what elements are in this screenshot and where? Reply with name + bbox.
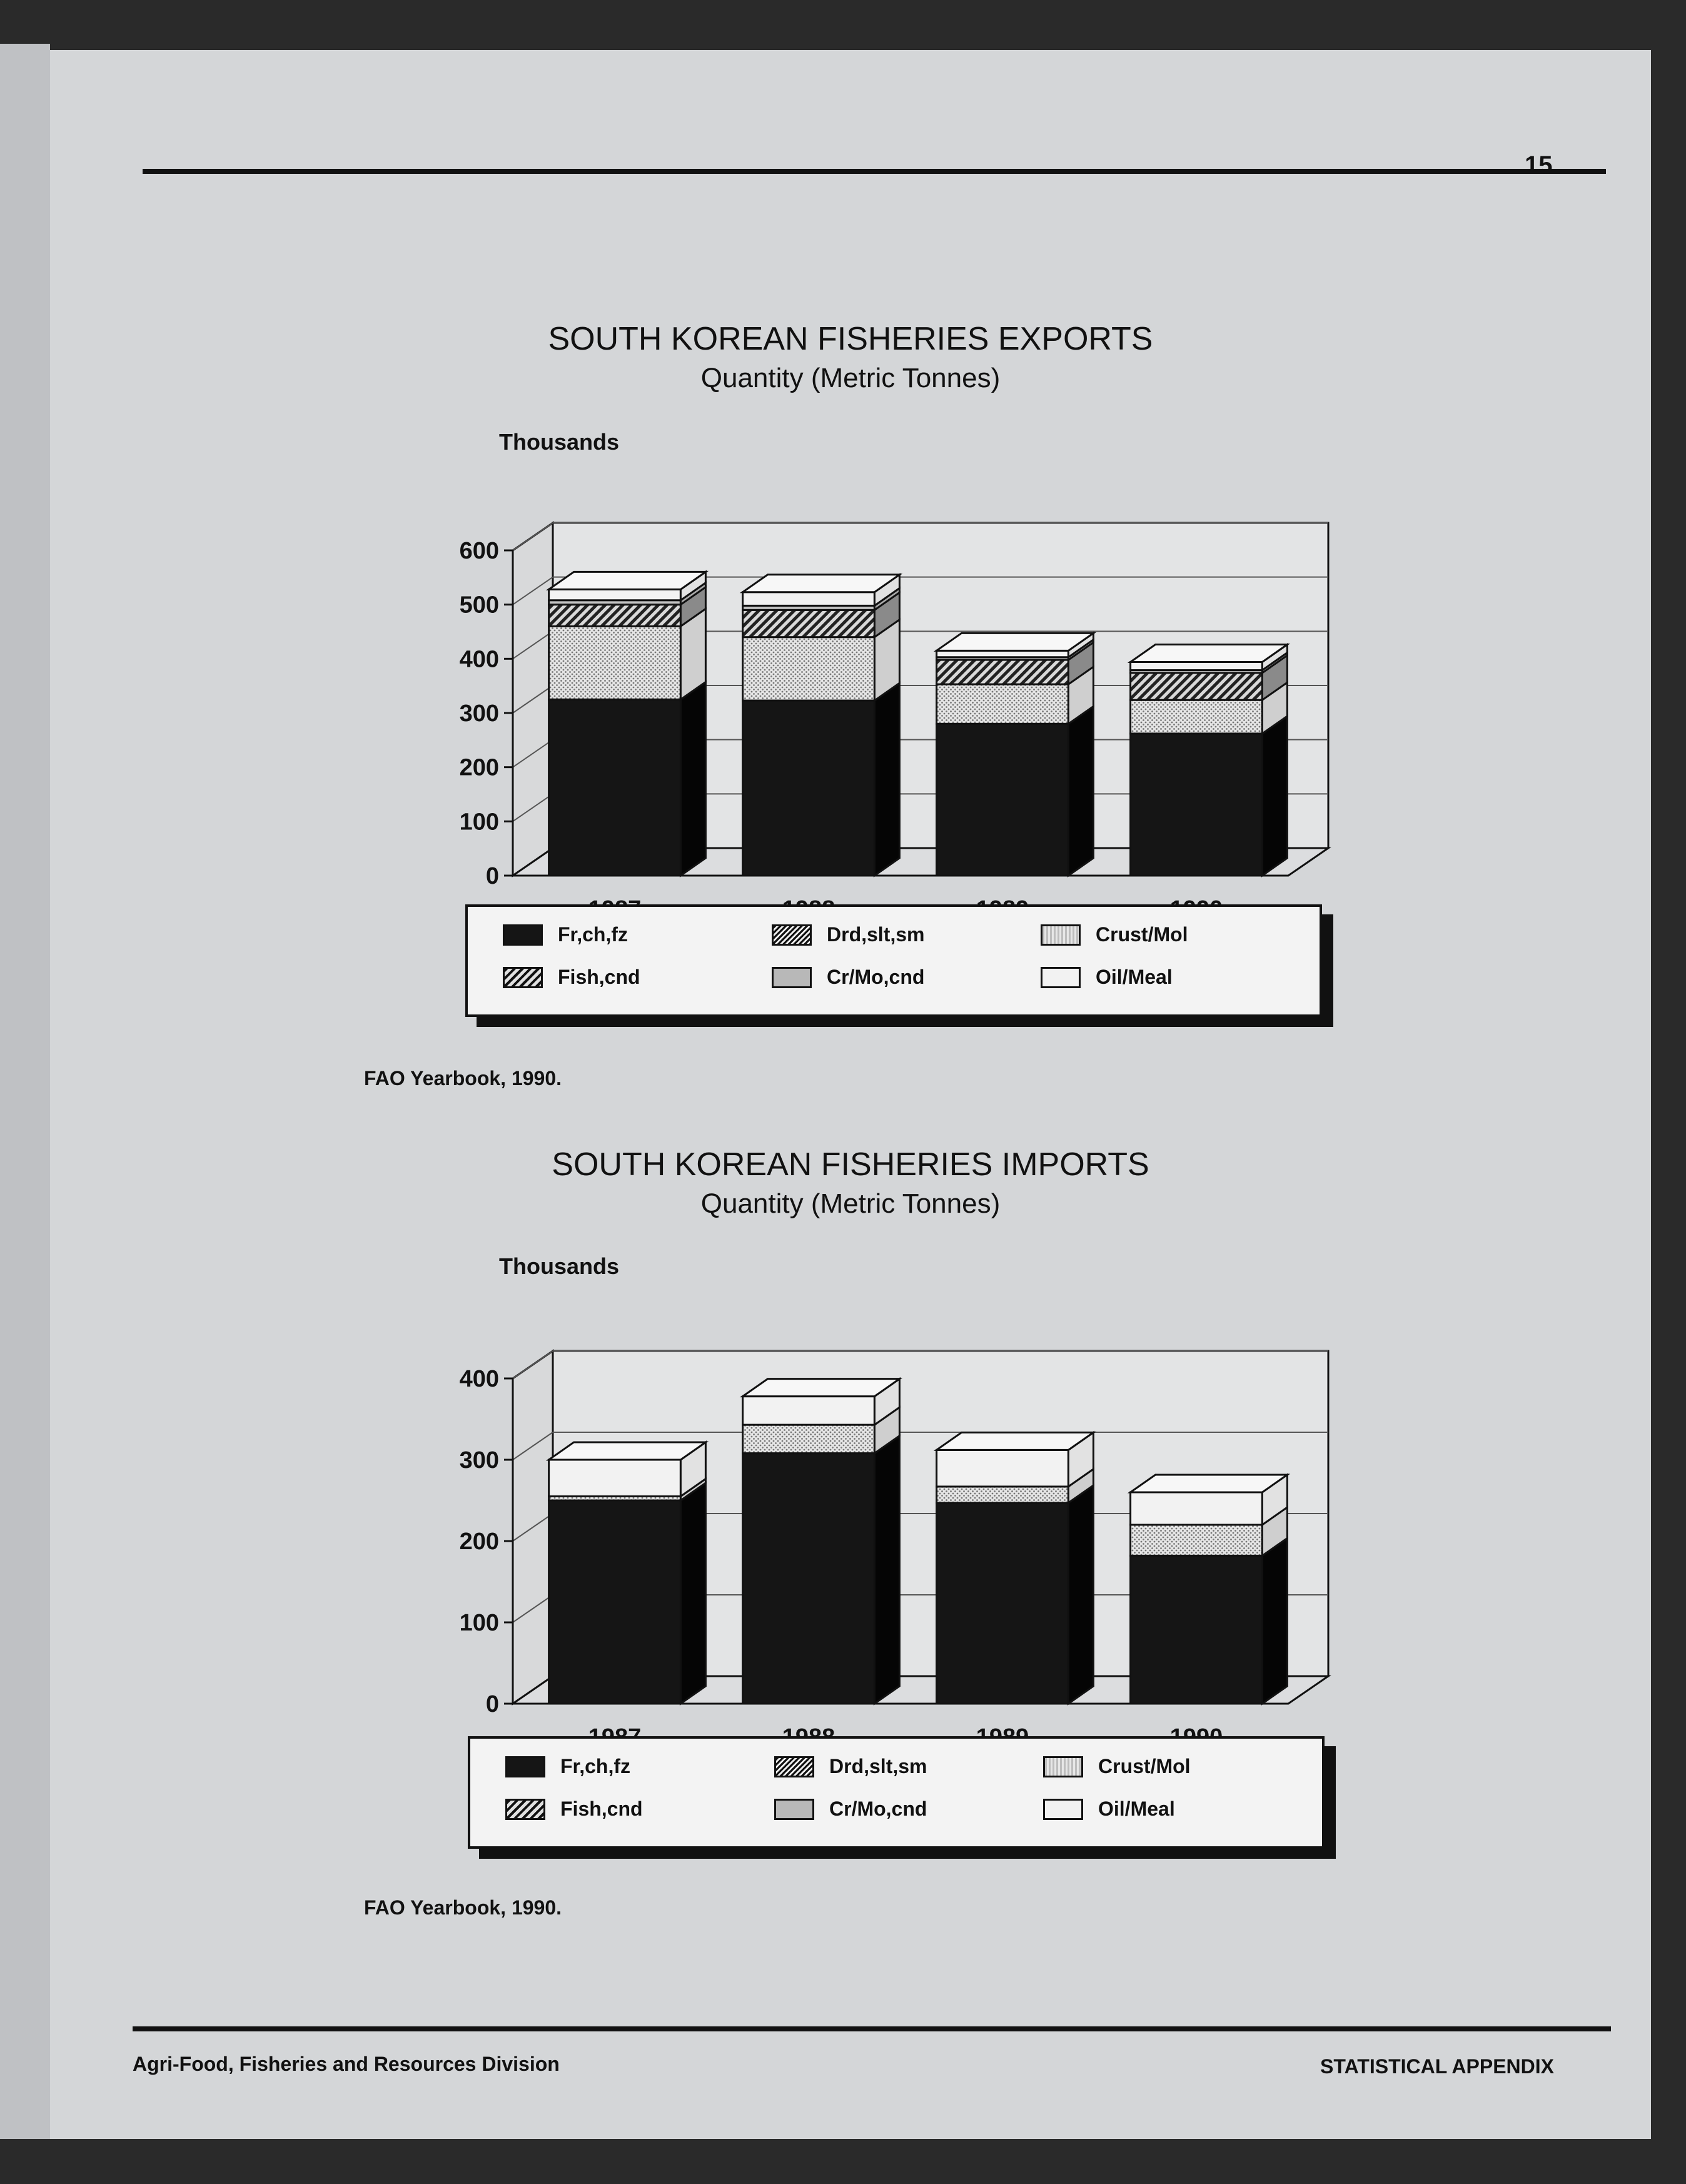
exports-legend [465,904,1322,1017]
bar-top-1990 [1131,1475,1288,1492]
bar-top-1988 [743,575,900,592]
imports-legend [468,1736,1325,1849]
swatch-fr-ch-fz [505,1756,545,1777]
legend-item-fish-cnd [505,1797,643,1821]
y-tick-label: 100 [459,809,499,836]
y-tick-label: 400 [459,1366,499,1392]
swatch-drd-slt-sm [774,1756,814,1777]
imports-chart-title: SOUTH KOREAN FISHERIES IMPORTS [552,1146,1149,1183]
bar-segment-fr-ch-fz-1987 [549,1483,706,1704]
exports-chart-title: SOUTH KOREAN FISHERIES EXPORTS [548,321,1153,357]
bar-top-1987 [549,572,706,589]
legend-label: Fr,ch,fz [558,923,628,946]
page-number: 15 [1525,151,1553,179]
legend-item-drd-slt-sm [774,1755,927,1778]
imports-chart-subtitle: Quantity (Metric Tonnes) [700,1188,1001,1219]
swatch-fish-cnd [503,967,543,988]
header-rule [143,169,1606,174]
bar-top-1990 [1131,645,1288,662]
swatch-oil-meal [1041,967,1081,988]
legend-item-cr-mo-cnd [772,966,924,989]
legend-item-fr-ch-fz [505,1755,630,1778]
bar-segment-fr-ch-fz-1990 [1131,716,1288,876]
legend-item-fish-cnd [503,966,640,989]
legend-item-cr-mo-cnd [774,1797,927,1821]
y-tick-label: 0 [485,1691,499,1717]
bar-top-1987 [549,1442,706,1460]
y-tick-label: 0 [485,863,499,889]
legend-label: Crust/Mol [1096,923,1188,946]
bar-segment-fr-ch-fz-1988 [743,683,900,876]
y-tick-label: 300 [459,700,499,727]
y-tick-label: 100 [459,1610,499,1636]
legend-label: Fish,cnd [558,966,640,988]
footer-section-name: STATISTICAL APPENDIX [1320,2055,1554,2078]
footer-rule [133,2026,1611,2031]
bar-segment-fr-ch-fz-1990 [1131,1538,1288,1704]
bar-segment-fr-ch-fz-1989 [937,706,1094,876]
legend-item-fr-ch-fz [503,923,628,946]
legend-item-crust-mol [1041,923,1188,946]
legend-label: Oil/Meal [1096,966,1173,988]
y-tick-label: 300 [459,1447,499,1474]
y-tick-label: 200 [459,754,499,781]
legend-label: Fr,ch,fz [560,1755,631,1777]
legend-label: Oil/Meal [1098,1797,1175,1820]
legend-label: Cr/Mo,cnd [827,966,925,988]
legend-label: Fish,cnd [560,1797,643,1820]
y-tick-label: 200 [459,1529,499,1555]
legend-item-drd-slt-sm [772,923,924,946]
y-tick-label: 600 [459,538,499,564]
footer-division-name: Agri-Food, Fisheries and Resources Division [133,2053,560,2075]
legend-item-oil-meal [1043,1797,1175,1821]
swatch-drd-slt-sm [772,924,812,946]
y-tick-label: 500 [459,592,499,619]
exports-chart [400,463,1426,938]
swatch-cr-mo-cnd [774,1799,814,1820]
legend-label: Drd,slt,sm [827,923,925,946]
swatch-fish-cnd [505,1799,545,1820]
imports-y-axis-label: Thousands [499,1253,620,1279]
swatch-cr-mo-cnd [772,967,812,988]
bar-segment-fr-ch-fz-1988 [743,1436,900,1704]
legend-item-crust-mol [1043,1755,1191,1778]
bar-segment-fr-ch-fz-1989 [937,1485,1094,1704]
bar-top-1988 [743,1379,900,1397]
legend-label: Cr/Mo,cnd [829,1797,927,1820]
bar-top-1989 [937,1432,1094,1450]
exports-y-axis-label: Thousands [499,429,620,455]
y-tick-label: 400 [459,646,499,673]
imports-source-note: FAO Yearbook, 1990. [364,1896,562,1919]
imports-chart [400,1291,1426,1766]
legend-item-oil-meal [1041,966,1173,989]
swatch-oil-meal [1043,1799,1083,1820]
book-spine [0,44,50,2139]
legend-label: Drd,slt,sm [829,1755,927,1777]
bar-top-1989 [937,633,1094,650]
swatch-crust-mol [1043,1756,1083,1777]
swatch-fr-ch-fz [503,924,543,946]
legend-label: Crust/Mol [1098,1755,1191,1777]
exports-chart-subtitle: Quantity (Metric Tonnes) [700,363,1001,393]
exports-source-note: FAO Yearbook, 1990. [364,1067,562,1089]
bar-segment-fr-ch-fz-1987 [549,682,706,876]
document-page [50,50,1651,2139]
swatch-crust-mol [1041,924,1081,946]
